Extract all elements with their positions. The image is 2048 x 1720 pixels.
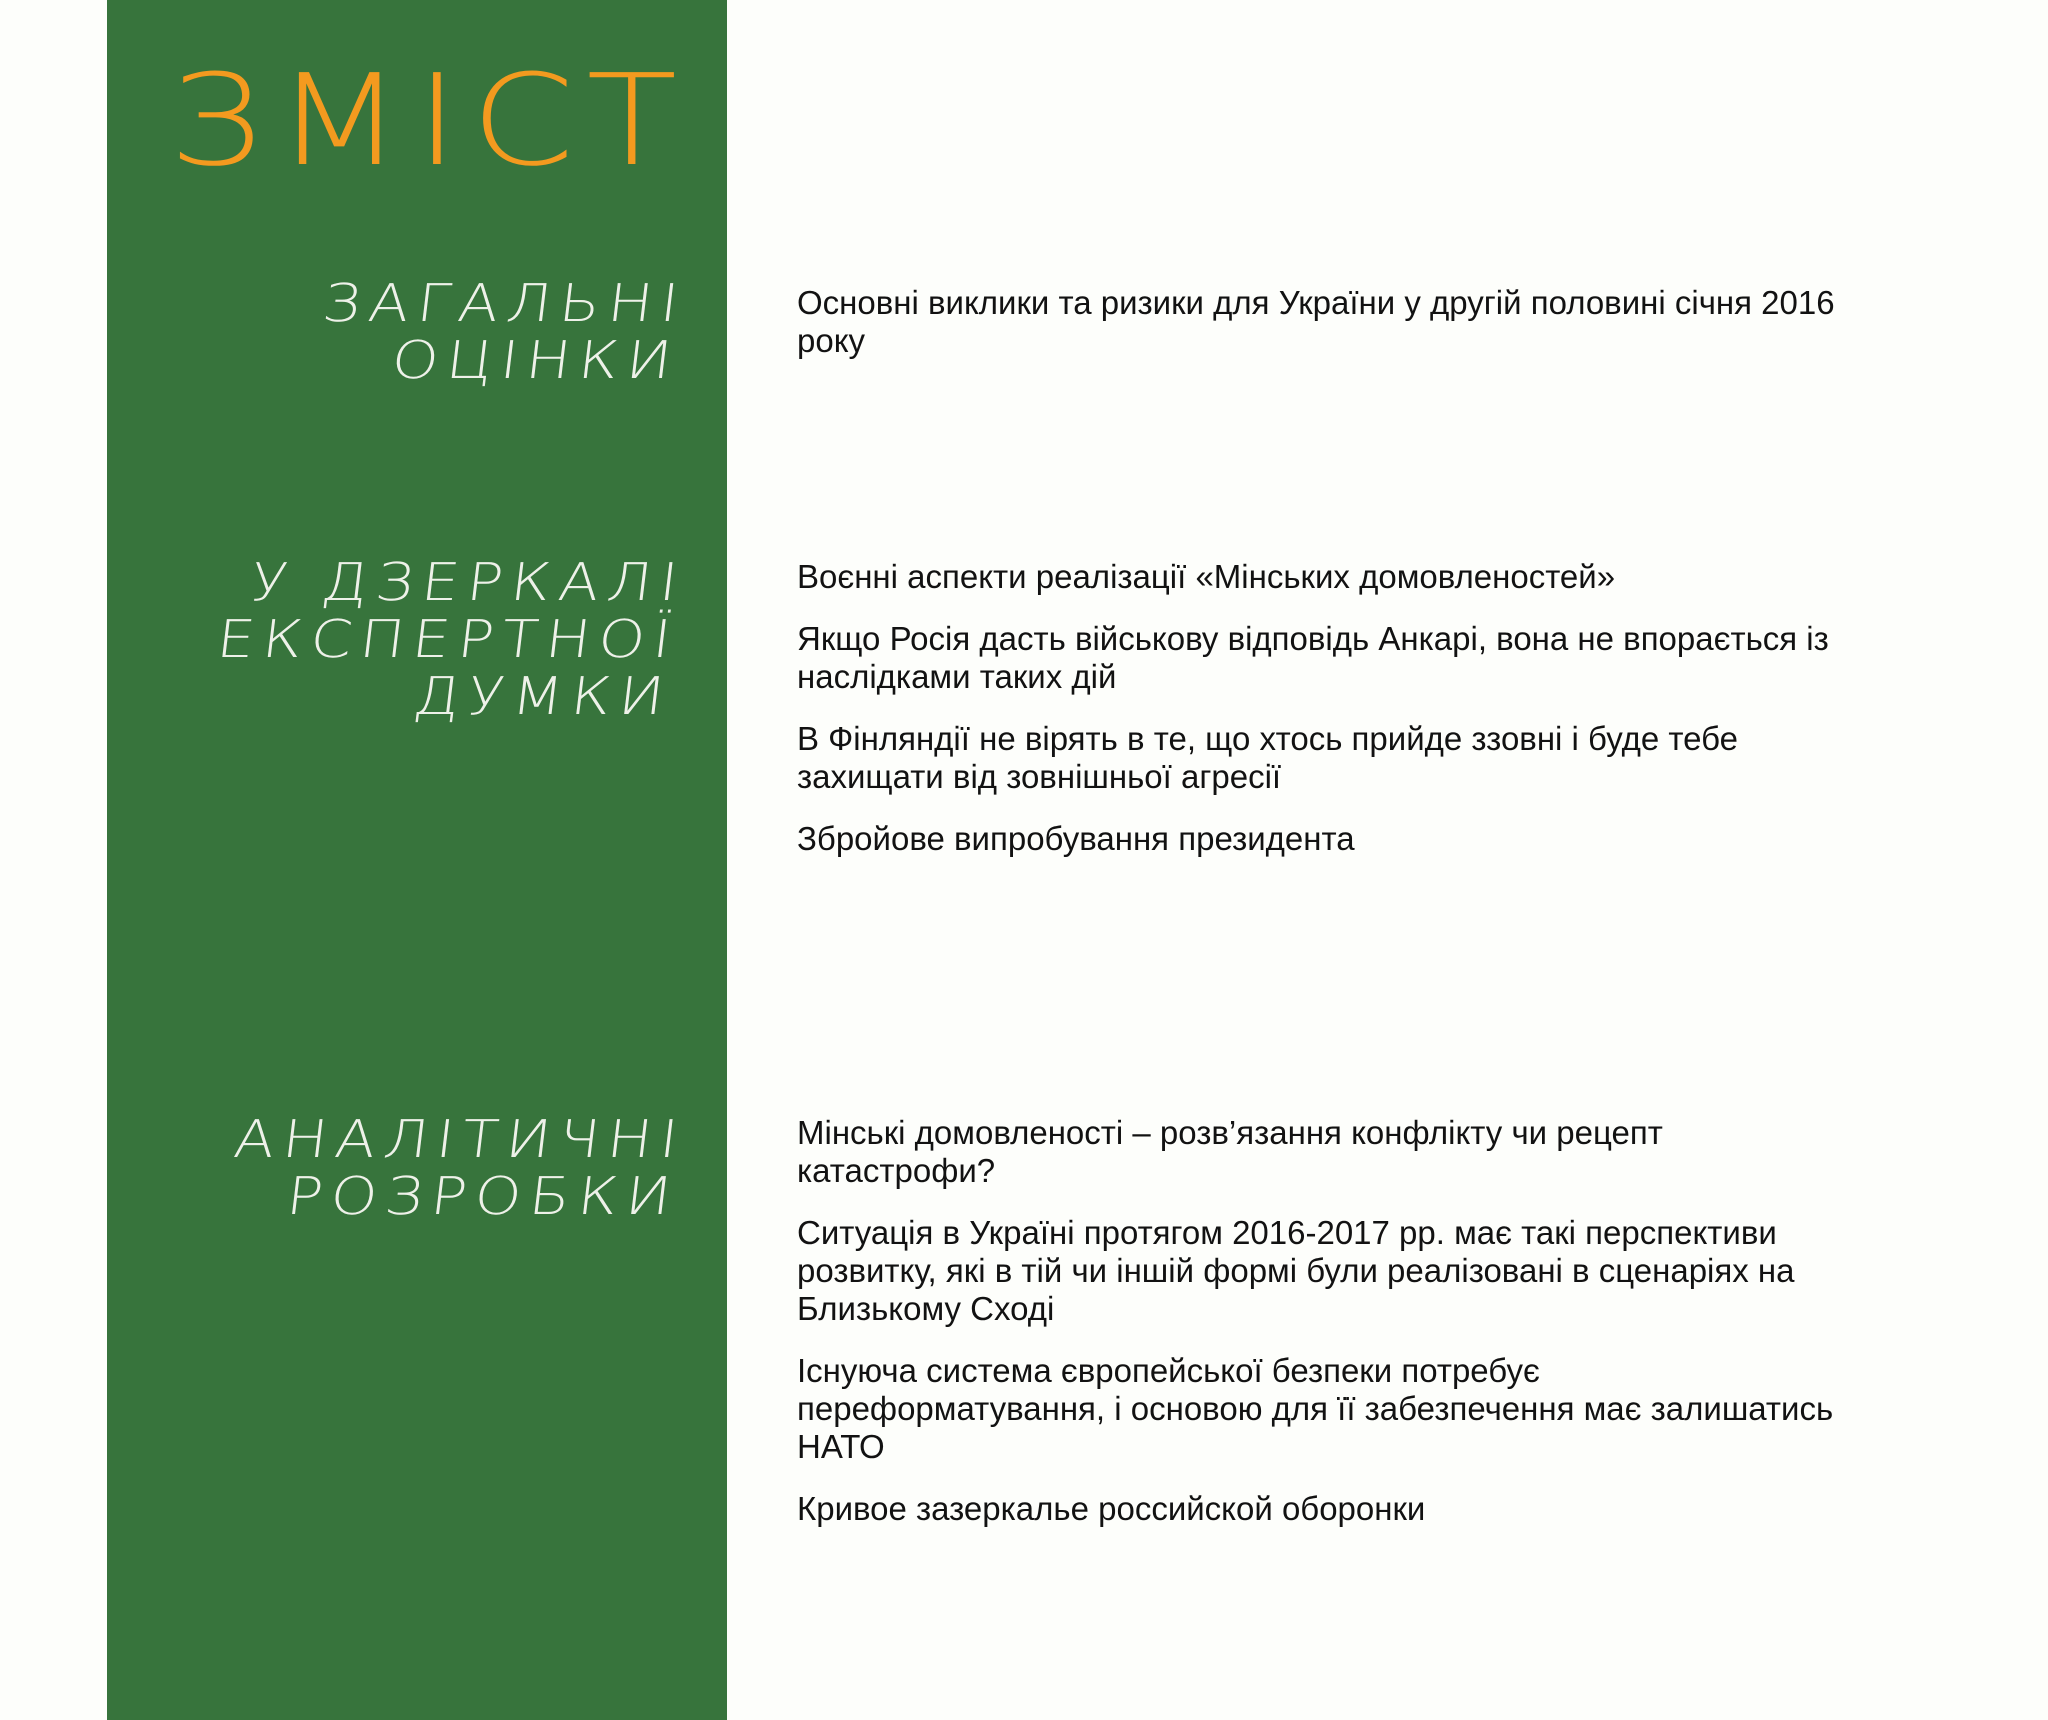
sidebar-panel: [107, 0, 727, 1720]
toc-entry[interactable]: Існуюча система європейської безпеки потребує переформатування, і основою для її забезпечення має залишатись НАТО: [797, 1352, 1834, 1465]
section-heading-line: РОЗРОБКИ: [283, 1167, 683, 1227]
section-entries-analytical-work: [797, 1114, 1837, 1552]
toc-entry[interactable]: Кривое зазеркалье российской оборонки: [797, 1490, 1426, 1527]
section-heading-line: ЕКСПЕРТНОЇ: [213, 610, 683, 670]
toc-entry[interactable]: В Фінляндії не вірять в те, що хтось прийде ззовні і буде тебе захищати від зовнішньої агресії: [797, 720, 1739, 795]
section-entries-expert-opinion: [797, 558, 1837, 882]
toc-entry[interactable]: Збройове випробування президента: [797, 820, 1355, 857]
toc-entry[interactable]: Ситуація в Україні протягом 2016-2017 рр. має такі перспективи розвитку, які в тій чи іншій формі були реалізовані в сценаріях на Близькому Сході: [797, 1214, 1795, 1327]
section-heading-line: ОЦІНКИ: [387, 331, 683, 391]
toc-entry[interactable]: Воєнні аспекти реалізації «Мінських домовленостей»: [797, 558, 1616, 595]
section-heading-line: У ДЗЕРКАЛІ: [247, 553, 690, 613]
section-heading-line: ЗАГАЛЬНІ: [319, 274, 690, 334]
section-entries-general-assessments: [797, 284, 1837, 384]
toc-entry[interactable]: Мінські домовленості – розв’язання конфлікту чи рецепт катастрофи?: [797, 1114, 1663, 1189]
section-heading-line: АНАЛІТИЧНІ: [230, 1110, 690, 1170]
toc-entry[interactable]: Основні виклики та ризики для України у другій половині січня 2016 року: [797, 284, 1835, 359]
section-heading-general-assessments: [312, 276, 689, 390]
section-heading-analytical-work: [224, 1112, 689, 1226]
toc-entry[interactable]: Якщо Росія дасть військову відповідь Анкарі, вона не впорається із наслідками таких дій: [797, 620, 1829, 695]
page-title: ЗМІСТ: [168, 47, 689, 194]
section-heading-line: ДУМКИ: [410, 667, 676, 727]
section-heading-expert-opinion: [207, 555, 689, 726]
